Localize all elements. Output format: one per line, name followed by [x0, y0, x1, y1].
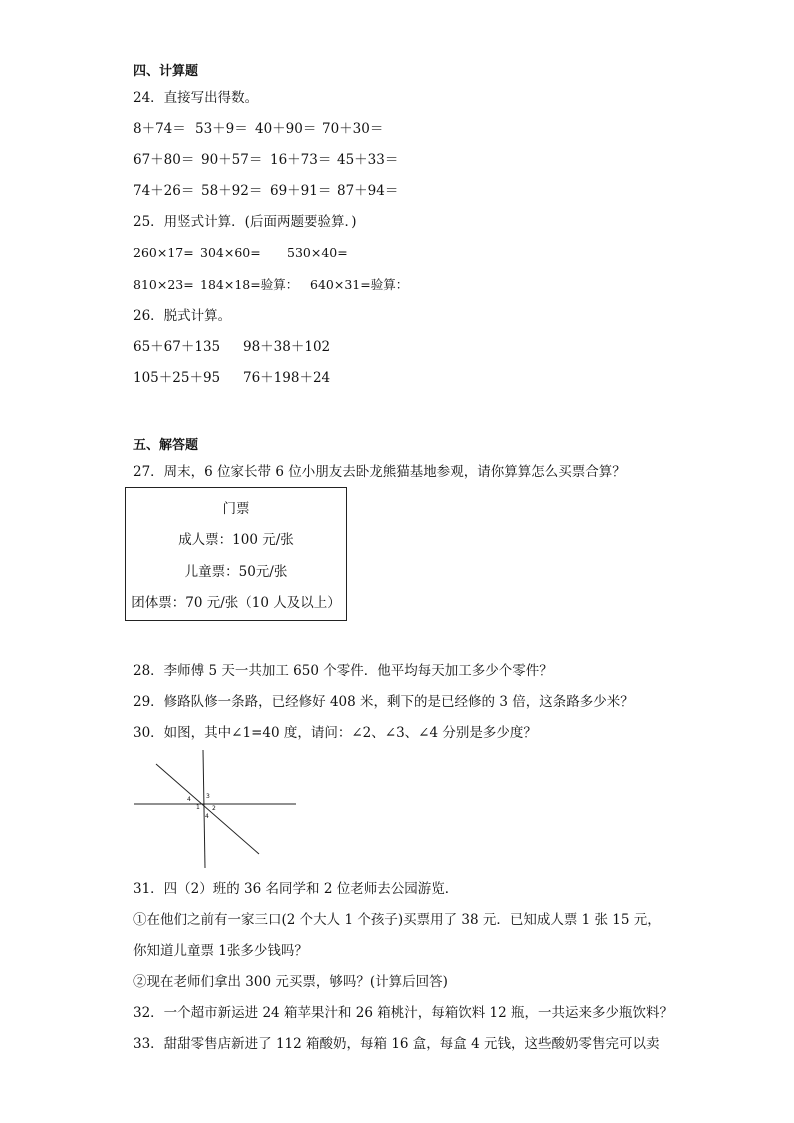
question-30: 30．如图，其中∠1=40 度，请问：∠2、∠3、∠4 分别是多少度？	[133, 725, 537, 741]
vertical-line	[203, 750, 205, 868]
question-27: 27．周末，6 位家长带 6 位小朋友去卧龙熊猫基地参观，请你算算怎么买票合算？	[133, 464, 626, 480]
calc-item: 45＋33＝	[337, 152, 399, 168]
child-ticket-price: 儿童票：50元/张	[184, 564, 288, 580]
angle-label-1: 1	[196, 804, 200, 811]
calc-item: 69＋91＝	[270, 183, 332, 199]
adult-ticket-price: 成人票：100 元/张	[178, 532, 294, 548]
calc-item: 90＋57＝	[201, 152, 263, 168]
question-31: 31．四（2）班的 36 名同学和 2 位老师去公园游览．	[133, 881, 459, 897]
calc-item: 98＋38＋102	[243, 339, 331, 355]
question-31-part-1-cont: 你知道儿童票 1张多少钱吗？	[133, 943, 308, 959]
calc-item: 76＋198＋24	[243, 370, 331, 386]
angle-label-2: 2	[212, 805, 216, 812]
angle-label-5: 4	[205, 813, 209, 820]
calc-item: 40＋90＝	[255, 121, 317, 137]
calc-item: 67＋80＝	[133, 152, 195, 168]
calc-item: 8＋74＝	[133, 121, 186, 137]
ticket-title: 门票	[222, 501, 250, 517]
diagonal-line	[156, 764, 259, 854]
question-24: 24．直接写出得数。	[133, 90, 259, 106]
calc-item: 640×31=验算：	[310, 277, 409, 292]
calc-item: 87＋94＝	[337, 183, 399, 199]
section-heading-word-problems: 五、解答题	[133, 438, 199, 453]
section-heading-calculation: 四、计算题	[133, 64, 199, 79]
angle-figure	[132, 750, 302, 872]
question-29: 29．修路队修一条路，已经修好 408 米，剩下的是已经修的 3 倍，这条路多少米？	[133, 694, 634, 710]
calc-item: 53＋9＝	[195, 121, 248, 137]
question-33: 33．甜甜零售店新进了 112 箱酸奶，每箱 16 盒，每盒 4 元钱，这些酸奶零售完可以卖	[133, 1036, 660, 1052]
calc-item: 74＋26＝	[133, 183, 195, 199]
group-ticket-price: 团体票：70 元/张（10 人及以上）	[131, 595, 341, 611]
question-31-part-2: ②现在老师们拿出 300 元买票，够吗？(计算后回答)	[133, 974, 448, 990]
calc-item: 65＋67＋135	[133, 339, 221, 355]
calc-item: 16＋73＝	[270, 152, 332, 168]
calc-item: 58＋92＝	[201, 183, 263, 199]
calc-item: 304×60=	[200, 245, 261, 260]
question-25: 25．用竖式计算．(后面两题要验算．)	[133, 214, 357, 230]
question-31-part-1: ①在他们之前有一家三口(2 个大人 1 个孩子)买票用了 38 元．已知成人票 1 张 15 元，	[133, 912, 661, 928]
calc-item: 105＋25＋95	[133, 370, 221, 386]
calc-item: 184×18=验算：	[200, 277, 299, 292]
question-26: 26．脱式计算。	[133, 308, 232, 324]
ticket-price-box	[125, 487, 347, 621]
question-32: 32．一个超市新运进 24 箱苹果汁和 26 箱桃汁，每箱饮料 12 瓶，一共运来多少瓶饮料？	[133, 1005, 673, 1021]
angle-label-4: 4	[187, 796, 191, 803]
calc-item: 70＋30＝	[322, 121, 384, 137]
angle-label-3: 3	[206, 793, 210, 800]
calc-item: 260×17=	[133, 245, 194, 260]
question-28: 28．李师傅 5 天一共加工 650 个零件．他平均每天加工多少个零件？	[133, 663, 553, 679]
calc-item: 530×40=	[287, 245, 348, 260]
calc-item: 810×23=	[133, 277, 194, 292]
